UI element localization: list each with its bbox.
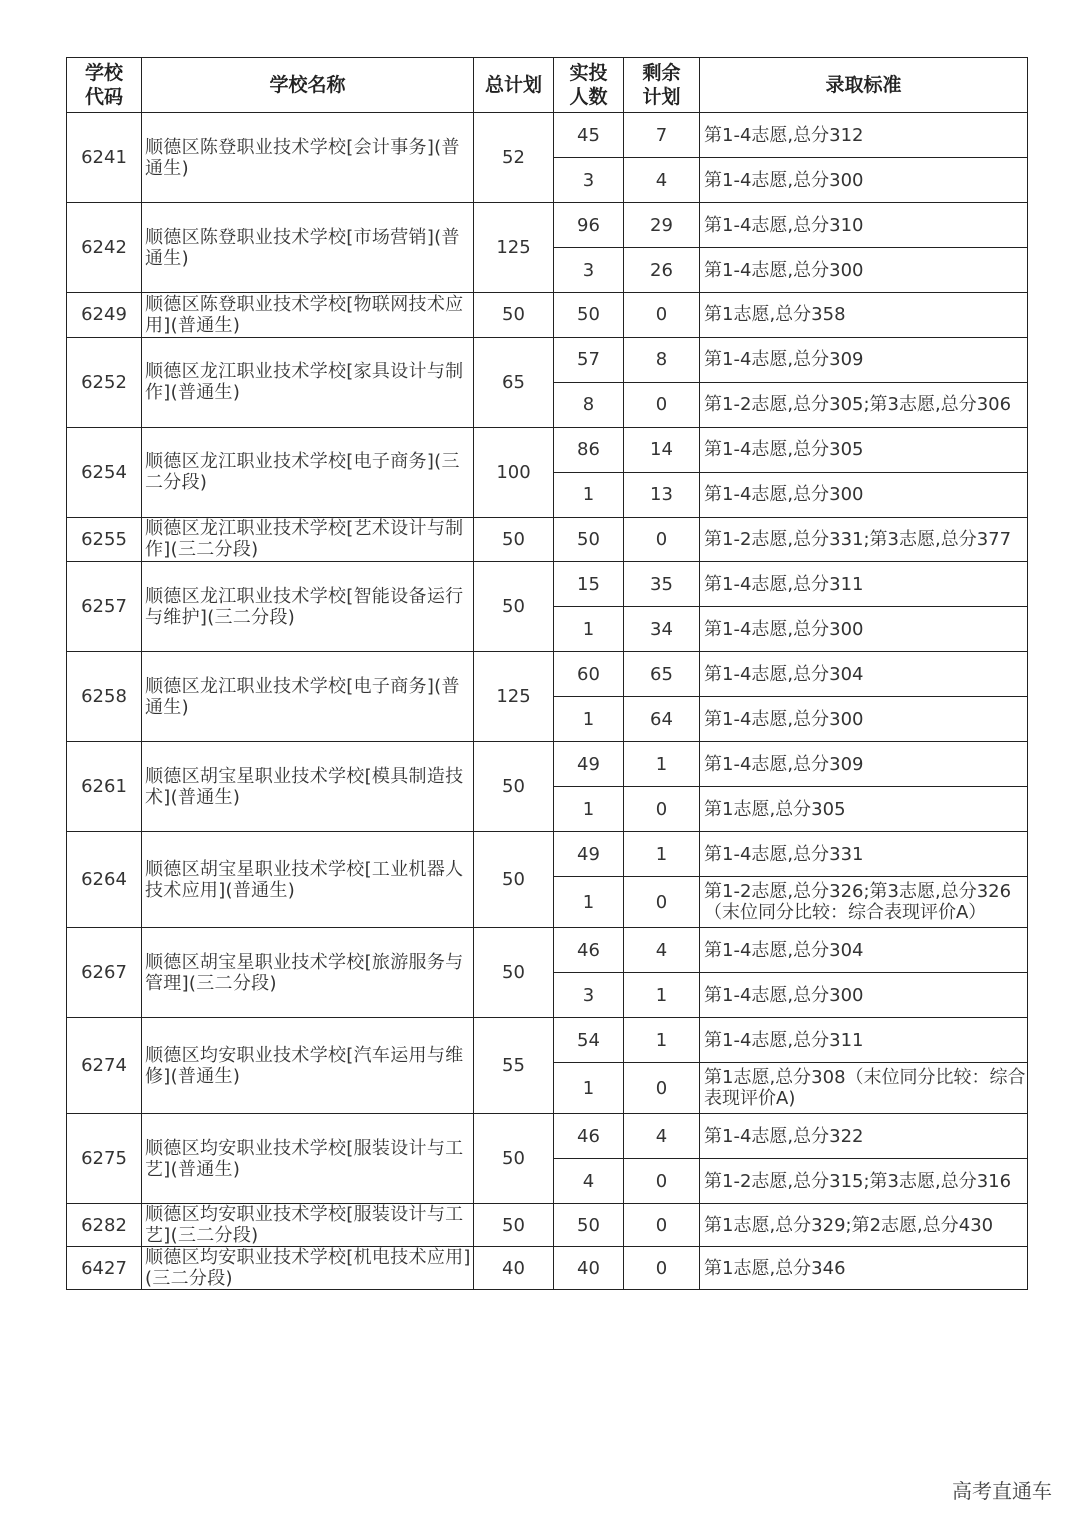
total-plan: 50 xyxy=(474,742,554,832)
actual-count: 1 xyxy=(554,787,624,832)
admission-criteria: 第1-4志愿,总分300 xyxy=(700,158,1028,203)
school-code: 6261 xyxy=(67,742,142,832)
school-code: 6427 xyxy=(67,1247,142,1290)
admission-criteria: 第1-4志愿,总分300 xyxy=(700,607,1028,652)
remaining-plan: 4 xyxy=(624,1114,700,1159)
total-plan: 50 xyxy=(474,1114,554,1204)
remaining-plan: 1 xyxy=(624,973,700,1018)
school-name: 顺德区胡宝星职业技术学校[工业机器人技术应用](普通生) xyxy=(142,832,474,928)
school-name: 顺德区均安职业技术学校[服装设计与工艺](三二分段) xyxy=(142,1204,474,1247)
total-plan: 125 xyxy=(474,203,554,293)
school-code: 6242 xyxy=(67,203,142,293)
remaining-plan: 0 xyxy=(624,517,700,562)
admission-criteria: 第1-4志愿,总分304 xyxy=(700,652,1028,697)
actual-count: 50 xyxy=(554,517,624,562)
actual-count: 46 xyxy=(554,928,624,973)
actual-count: 50 xyxy=(554,1204,624,1247)
school-name: 顺德区均安职业技术学校[服装设计与工艺](普通生) xyxy=(142,1114,474,1204)
table-row xyxy=(67,652,1028,697)
table-row xyxy=(67,113,1028,158)
table-row xyxy=(67,427,1028,472)
actual-count: 49 xyxy=(554,742,624,787)
table-row xyxy=(67,203,1028,248)
remaining-plan: 4 xyxy=(624,928,700,973)
remaining-plan: 34 xyxy=(624,607,700,652)
total-plan: 50 xyxy=(474,293,554,338)
total-plan: 40 xyxy=(474,1247,554,1290)
remaining-plan: 1 xyxy=(624,832,700,877)
actual-count: 49 xyxy=(554,832,624,877)
actual-count: 1 xyxy=(554,607,624,652)
actual-count: 3 xyxy=(554,158,624,203)
admission-criteria: 第1志愿,总分346 xyxy=(700,1247,1028,1290)
actual-count: 1 xyxy=(554,877,624,928)
header-criteria: 录取标准 xyxy=(700,58,1028,113)
table-body xyxy=(67,113,1028,1290)
school-code: 6275 xyxy=(67,1114,142,1204)
actual-count: 96 xyxy=(554,203,624,248)
remaining-plan: 29 xyxy=(624,203,700,248)
admission-criteria: 第1志愿,总分329;第2志愿,总分430 xyxy=(700,1204,1028,1247)
remaining-plan: 26 xyxy=(624,248,700,293)
actual-count: 1 xyxy=(554,697,624,742)
admission-criteria: 第1志愿,总分308（末位同分比较：综合表现评价A) xyxy=(700,1063,1028,1114)
school-name: 顺德区胡宝星职业技术学校[模具制造技术](普通生) xyxy=(142,742,474,832)
remaining-plan: 64 xyxy=(624,697,700,742)
admission-criteria: 第1-2志愿,总分331;第3志愿,总分377 xyxy=(700,517,1028,562)
admission-criteria: 第1-2志愿,总分305;第3志愿,总分306 xyxy=(700,382,1028,427)
actual-count: 50 xyxy=(554,293,624,338)
table-row xyxy=(67,1247,1028,1290)
total-plan: 52 xyxy=(474,113,554,203)
table-row xyxy=(67,928,1028,973)
school-name: 顺德区陈登职业技术学校[会计事务](普通生) xyxy=(142,113,474,203)
school-code: 6249 xyxy=(67,293,142,338)
admission-criteria: 第1-4志愿,总分300 xyxy=(700,472,1028,517)
table-row xyxy=(67,1114,1028,1159)
school-code: 6252 xyxy=(67,337,142,427)
actual-count: 1 xyxy=(554,472,624,517)
header-code: 学校 代码 xyxy=(67,58,142,113)
actual-count: 1 xyxy=(554,1063,624,1114)
total-plan: 100 xyxy=(474,427,554,517)
school-code: 6257 xyxy=(67,562,142,652)
actual-count: 40 xyxy=(554,1247,624,1290)
table-row xyxy=(67,1204,1028,1247)
remaining-plan: 1 xyxy=(624,1018,700,1063)
table-row xyxy=(67,742,1028,787)
school-code: 6267 xyxy=(67,928,142,1018)
admission-criteria: 第1-4志愿,总分322 xyxy=(700,1114,1028,1159)
admission-criteria: 第1-4志愿,总分300 xyxy=(700,973,1028,1018)
school-code: 6282 xyxy=(67,1204,142,1247)
remaining-plan: 0 xyxy=(624,293,700,338)
remaining-plan: 0 xyxy=(624,1159,700,1204)
remaining-plan: 0 xyxy=(624,1247,700,1290)
school-name: 顺德区龙江职业技术学校[智能设备运行与维护](三二分段) xyxy=(142,562,474,652)
admission-criteria: 第1-4志愿,总分312 xyxy=(700,113,1028,158)
admission-criteria: 第1-4志愿,总分305 xyxy=(700,427,1028,472)
actual-count: 3 xyxy=(554,973,624,1018)
remaining-plan: 35 xyxy=(624,562,700,607)
remaining-plan: 4 xyxy=(624,158,700,203)
watermark: 高考直通车 xyxy=(952,1479,1052,1503)
table-row xyxy=(67,832,1028,877)
admission-criteria: 第1-4志愿,总分331 xyxy=(700,832,1028,877)
table-row xyxy=(67,1018,1028,1063)
admission-criteria: 第1-4志愿,总分300 xyxy=(700,697,1028,742)
school-name: 顺德区陈登职业技术学校[物联网技术应用](普通生) xyxy=(142,293,474,338)
remaining-plan: 65 xyxy=(624,652,700,697)
remaining-plan: 14 xyxy=(624,427,700,472)
header-actual: 实投 人数 xyxy=(554,58,624,113)
total-plan: 125 xyxy=(474,652,554,742)
school-name: 顺德区陈登职业技术学校[市场营销](普通生) xyxy=(142,203,474,293)
admission-criteria: 第1-4志愿,总分309 xyxy=(700,742,1028,787)
remaining-plan: 0 xyxy=(624,877,700,928)
remaining-plan: 0 xyxy=(624,787,700,832)
admission-criteria: 第1-2志愿,总分326;第3志愿,总分326（末位同分比较：综合表现评价A） xyxy=(700,877,1028,928)
admission-criteria: 第1-4志愿,总分310 xyxy=(700,203,1028,248)
table-row xyxy=(67,517,1028,562)
total-plan: 50 xyxy=(474,517,554,562)
total-plan: 50 xyxy=(474,562,554,652)
school-name: 顺德区龙江职业技术学校[电子商务](三二分段) xyxy=(142,427,474,517)
total-plan: 50 xyxy=(474,928,554,1018)
school-code: 6274 xyxy=(67,1018,142,1114)
school-code: 6241 xyxy=(67,113,142,203)
remaining-plan: 0 xyxy=(624,1063,700,1114)
header-name: 学校名称 xyxy=(142,58,474,113)
school-name: 顺德区龙江职业技术学校[电子商务](普通生) xyxy=(142,652,474,742)
remaining-plan: 7 xyxy=(624,113,700,158)
actual-count: 8 xyxy=(554,382,624,427)
admission-criteria: 第1-4志愿,总分300 xyxy=(700,248,1028,293)
admission-criteria: 第1-4志愿,总分311 xyxy=(700,1018,1028,1063)
actual-count: 86 xyxy=(554,427,624,472)
actual-count: 60 xyxy=(554,652,624,697)
total-plan: 65 xyxy=(474,337,554,427)
actual-count: 3 xyxy=(554,248,624,293)
actual-count: 15 xyxy=(554,562,624,607)
school-code: 6264 xyxy=(67,832,142,928)
total-plan: 50 xyxy=(474,1204,554,1247)
table-row xyxy=(67,562,1028,607)
remaining-plan: 0 xyxy=(624,382,700,427)
admission-criteria: 第1-4志愿,总分304 xyxy=(700,928,1028,973)
actual-count: 54 xyxy=(554,1018,624,1063)
actual-count: 4 xyxy=(554,1159,624,1204)
admission-criteria: 第1-4志愿,总分311 xyxy=(700,562,1028,607)
admission-table xyxy=(66,57,1028,1290)
table-row xyxy=(67,293,1028,338)
school-code: 6255 xyxy=(67,517,142,562)
remaining-plan: 13 xyxy=(624,472,700,517)
header-remain: 剩余 计划 xyxy=(624,58,700,113)
header-row xyxy=(67,58,1028,113)
actual-count: 45 xyxy=(554,113,624,158)
table-row xyxy=(67,337,1028,382)
total-plan: 50 xyxy=(474,832,554,928)
admission-criteria: 第1-2志愿,总分315;第3志愿,总分316 xyxy=(700,1159,1028,1204)
school-code: 6254 xyxy=(67,427,142,517)
school-name: 顺德区龙江职业技术学校[艺术设计与制作](三二分段) xyxy=(142,517,474,562)
school-code: 6258 xyxy=(67,652,142,742)
actual-count: 57 xyxy=(554,337,624,382)
actual-count: 46 xyxy=(554,1114,624,1159)
school-name: 顺德区龙江职业技术学校[家具设计与制作](普通生) xyxy=(142,337,474,427)
admission-criteria: 第1-4志愿,总分309 xyxy=(700,337,1028,382)
school-name: 顺德区均安职业技术学校[机电技术应用](三二分段) xyxy=(142,1247,474,1290)
total-plan: 55 xyxy=(474,1018,554,1114)
remaining-plan: 0 xyxy=(624,1204,700,1247)
admission-criteria: 第1志愿,总分305 xyxy=(700,787,1028,832)
header-total: 总计划 xyxy=(474,58,554,113)
remaining-plan: 1 xyxy=(624,742,700,787)
school-name: 顺德区胡宝星职业技术学校[旅游服务与管理](三二分段) xyxy=(142,928,474,1018)
admission-criteria: 第1志愿,总分358 xyxy=(700,293,1028,338)
school-name: 顺德区均安职业技术学校[汽车运用与维修](普通生) xyxy=(142,1018,474,1114)
remaining-plan: 8 xyxy=(624,337,700,382)
